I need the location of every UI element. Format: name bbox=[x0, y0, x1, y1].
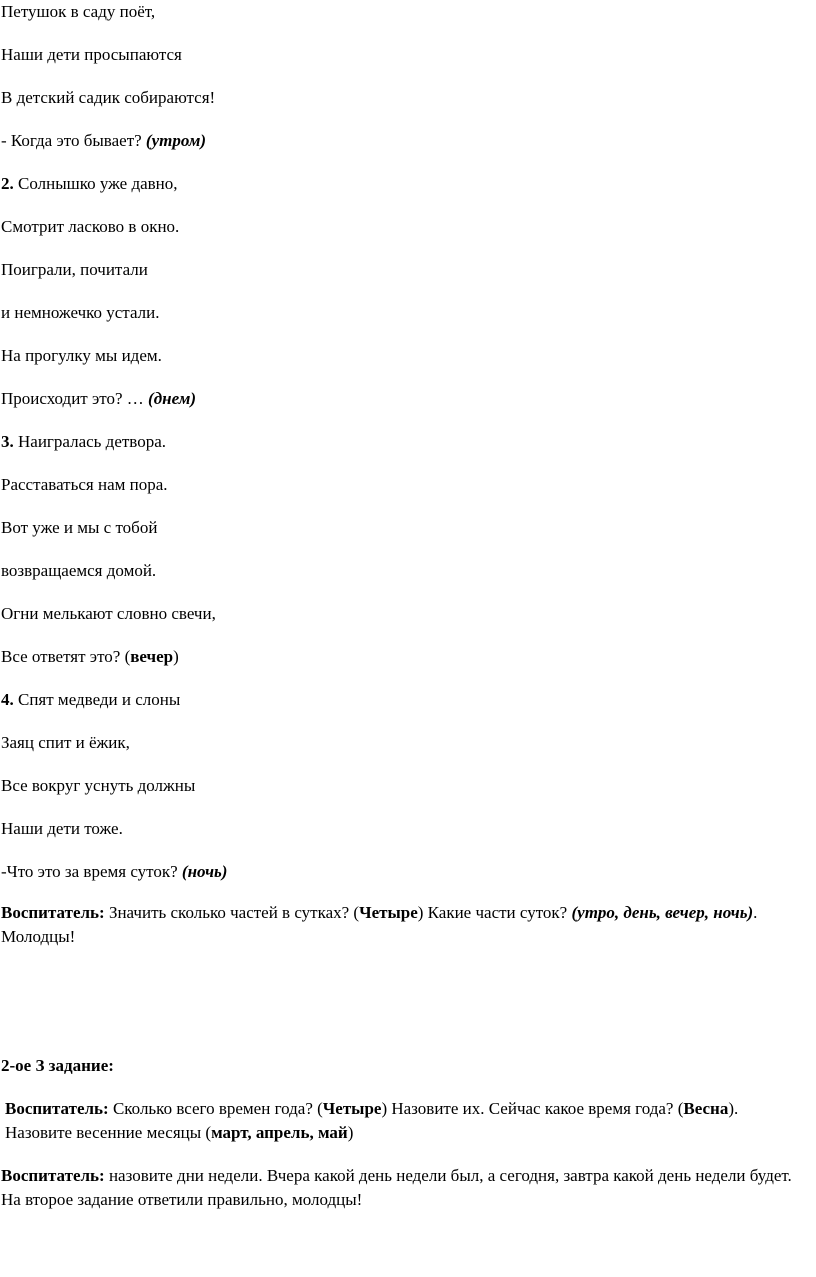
poem-text: Спят медведи и слоны bbox=[13, 690, 181, 709]
poem-text: Наши дети тоже. bbox=[1, 819, 123, 838]
answer-bold: Весна bbox=[683, 1099, 729, 1118]
poem-text: Петушок в саду поёт, bbox=[1, 2, 156, 21]
poem-text: Все вокруг уснуть должны bbox=[1, 776, 196, 795]
teacher-paragraph bbox=[1, 901, 810, 949]
speaker-label: Воспитатель: bbox=[1, 903, 105, 922]
poem-text: - Когда это бывает? bbox=[1, 131, 146, 150]
answer-bold: Четыре bbox=[359, 903, 418, 922]
poem-line bbox=[1, 216, 810, 238]
poem-text: Вот уже и мы с тобой bbox=[1, 518, 158, 537]
poem-line bbox=[1, 689, 810, 711]
answer-evening: вечер bbox=[130, 647, 174, 666]
paragraph-text: . Молодцы! bbox=[1, 903, 758, 946]
answer-night: (ночь) bbox=[181, 862, 228, 881]
poem-line bbox=[1, 44, 810, 66]
riddle-number: 3. bbox=[1, 432, 14, 451]
poem-line bbox=[1, 173, 810, 195]
poem-text: Происходит это? … bbox=[1, 389, 149, 408]
poem-text: ) bbox=[173, 647, 179, 666]
poem-line bbox=[1, 87, 810, 109]
poem-text: Огни мелькают словно свечи, bbox=[1, 604, 216, 623]
poem-text: Все ответят это? ( bbox=[1, 647, 131, 666]
poem-text: Смотрит ласково в окно. bbox=[1, 217, 180, 236]
paragraph-text: ) Какие части суток? bbox=[417, 903, 572, 922]
poem-text: На прогулку мы идем. bbox=[1, 346, 162, 365]
poem-line bbox=[1, 1, 810, 23]
speaker-label: Воспитатель: bbox=[1, 1166, 105, 1185]
paragraph-text: Значить сколько частей в сутках? ( bbox=[104, 903, 360, 922]
answer-bold-italic: (утро, день, вечер, ночь) bbox=[571, 903, 754, 922]
paragraph-text: назовите дни недели. Вчера какой день недели был, а сегодня, завтра какой день недели будет. На второе задание ответили правильно, молодцы! bbox=[1, 1166, 792, 1209]
poem-text: Наши дети просыпаются bbox=[1, 45, 182, 64]
poem-text: возвращаемся домой. bbox=[1, 561, 157, 580]
poem-text: Наигралась детвора. bbox=[13, 432, 166, 451]
poem-text: Поиграли, почитали bbox=[1, 260, 148, 279]
poem-text: В детский садик собираются! bbox=[1, 88, 216, 107]
poem-line bbox=[1, 130, 810, 152]
poem-line bbox=[1, 646, 810, 668]
poem-line bbox=[1, 517, 810, 539]
poem-text: и немножечко устали. bbox=[1, 303, 160, 322]
poem-line bbox=[1, 732, 810, 754]
riddle-number: 2. bbox=[1, 174, 14, 193]
poem-text: Расставаться нам пора. bbox=[1, 475, 168, 494]
answer-day: (днем) bbox=[148, 389, 197, 408]
task-heading bbox=[1, 1055, 810, 1077]
poem-line bbox=[1, 861, 810, 883]
poem-text: Солнышко уже давно, bbox=[13, 174, 178, 193]
answer-morning: (утром) bbox=[145, 131, 207, 150]
poem-line bbox=[1, 345, 810, 367]
poem-line bbox=[1, 431, 810, 453]
poem-line bbox=[1, 603, 810, 625]
paragraph-text: ) Назовите их. Сейчас какое время года? ( bbox=[381, 1099, 684, 1118]
poem-line bbox=[1, 560, 810, 582]
poem-line bbox=[1, 775, 810, 797]
poem-line bbox=[1, 818, 810, 840]
poem-line bbox=[1, 388, 810, 410]
poem-text: -Что это за время суток? bbox=[1, 862, 182, 881]
poem-line bbox=[1, 259, 810, 281]
speaker-label: Воспитатель: bbox=[5, 1099, 109, 1118]
poem-line bbox=[1, 302, 810, 324]
answer-bold: Четыре bbox=[322, 1099, 382, 1118]
poem-line bbox=[1, 474, 810, 496]
riddle-number: 4. bbox=[1, 690, 14, 709]
poem-text: Заяц спит и ёжик, bbox=[1, 733, 130, 752]
teacher-paragraph bbox=[1, 1164, 796, 1212]
teacher-paragraph bbox=[5, 1097, 776, 1145]
paragraph-text: ) bbox=[347, 1123, 354, 1142]
paragraph-text: ). Назовите весенние месяцы ( bbox=[5, 1099, 739, 1142]
paragraph-text: Сколько всего времен года? ( bbox=[108, 1099, 323, 1118]
answer-bold: март, апрель, май bbox=[211, 1123, 348, 1142]
task-heading-text: 2-ое З задание: bbox=[1, 1056, 114, 1075]
